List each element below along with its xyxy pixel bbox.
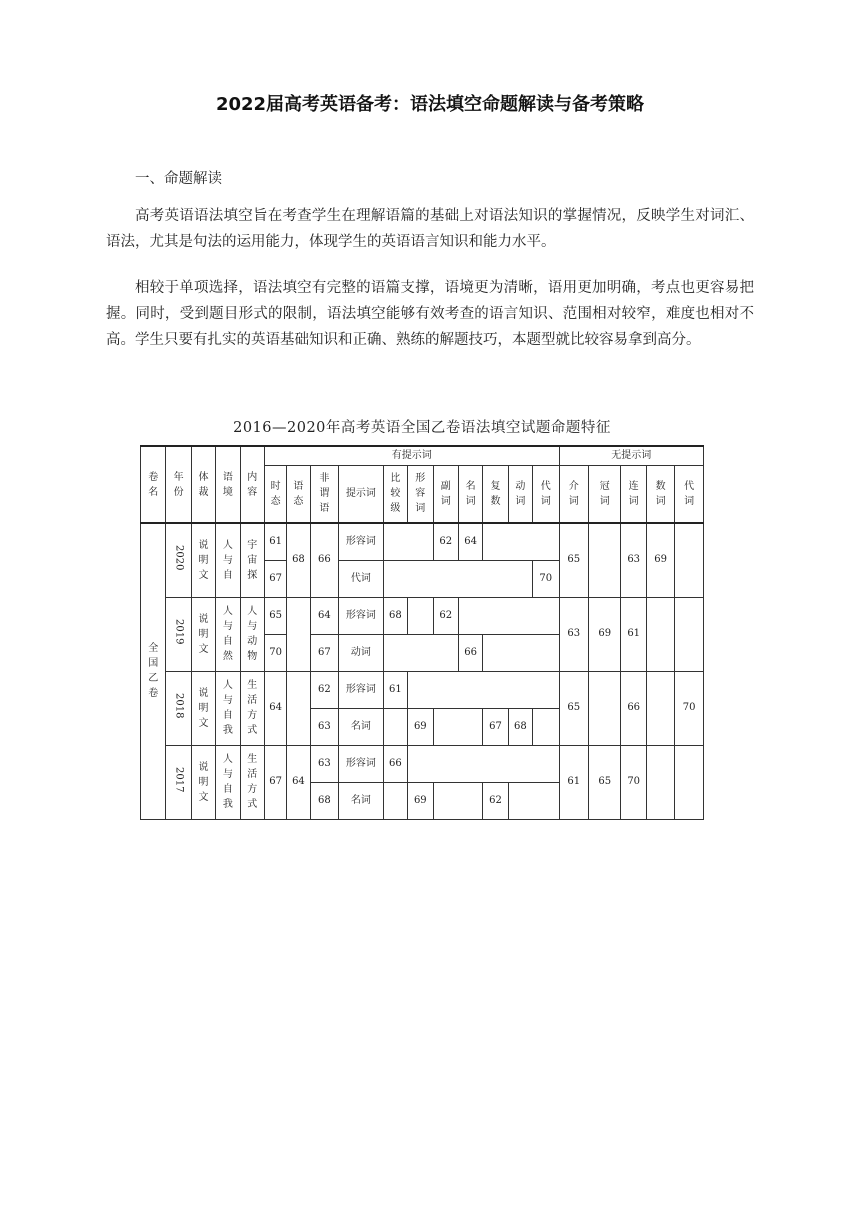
header-tishici: 提示词 [339,465,384,523]
header-daici: 代词 [533,465,560,523]
header-jieci: 介词 [559,465,588,523]
header-bijiaoji: 比较级 [383,465,407,523]
page-title: 2022届高考英语备考：语法填空命题解读与备考策略 [215,94,645,115]
header-shitai: 时态 [264,465,286,523]
table-row: 2019 说明文 人与自然 人与动物 65 64 形容词 68 62 63 69 61 [141,597,704,634]
header-shuci: 数词 [646,465,674,523]
header-fushu: 复数 [483,465,508,523]
table-row: 70 67 动词 66 [141,634,704,671]
year-cell: 2018 [166,671,191,745]
header-yutai: 语态 [287,465,310,523]
year-cell: 2020 [166,523,191,597]
header-group-with-hint: 有提示词 [264,446,559,465]
table-title: 2016—2020年高考英语全国乙卷语法填空试题命题特征 [233,420,611,436]
header-juanming: 卷名 [141,446,166,523]
header-mingci: 名词 [458,465,482,523]
section-heading: 一、命题解读 [135,171,222,187]
paragraph-1: 高考英语语法填空旨在考查学生在理解语篇的基础上对语法知识的掌握情况，反映学生对词汇、语法，尤其是句法的运用能力，体现学生的英语语言知识和能力水平。 [106,208,754,250]
header-feiweiyu: 非谓语 [310,465,338,523]
header-neirong: 内容 [240,446,264,523]
table-row: 68 名词 69 62 [141,782,704,819]
table-row: 63 名词 69 67 68 [141,708,704,745]
header-ticai: 体裁 [191,446,215,523]
header-fuci: 副词 [433,465,458,523]
table-row: 67 代词 70 [141,560,704,597]
paper-name: 全国乙卷 [141,523,166,819]
table-row: 全国乙卷 2020 说明文 人与自 宇宙探 61 68 66 形容词 62 64 65 63 69 [141,523,704,560]
header-lianci: 连词 [621,465,646,523]
year-cell: 2017 [166,745,191,819]
table-row: 2018 说明文 人与自我 生活方式 64 62 形容词 61 65 66 70 [141,671,704,708]
header-group-without-hint: 无提示词 [559,446,703,465]
paragraph-2: 相较于单项选择，语法填空有完整的语篇支撑，语境更为清晰，语用更加明确，考点也更容易把握。同时，受到题目形式的限制，语法填空能够有效考查的语言知识、范围相对较窄，难度也相对不高。学生只要有扎实的英语基础知识和正确、熟练的解题技巧，本题型就比较容易拿到高分。 [106,280,754,348]
header-xingrongci: 形容词 [408,465,433,523]
header-daici-2: 代词 [675,465,704,523]
header-guanci: 冠词 [588,465,621,523]
year-cell: 2019 [166,597,191,671]
feature-table-block [140,415,704,820]
header-yujing: 语境 [216,446,240,523]
header-nianfen: 年份 [166,446,191,523]
feature-table [140,445,704,820]
header-dongci: 动词 [508,465,532,523]
table-row: 2017 说明文 人与自我 生活方式 67 64 63 形容词 66 61 65 70 [141,745,704,782]
